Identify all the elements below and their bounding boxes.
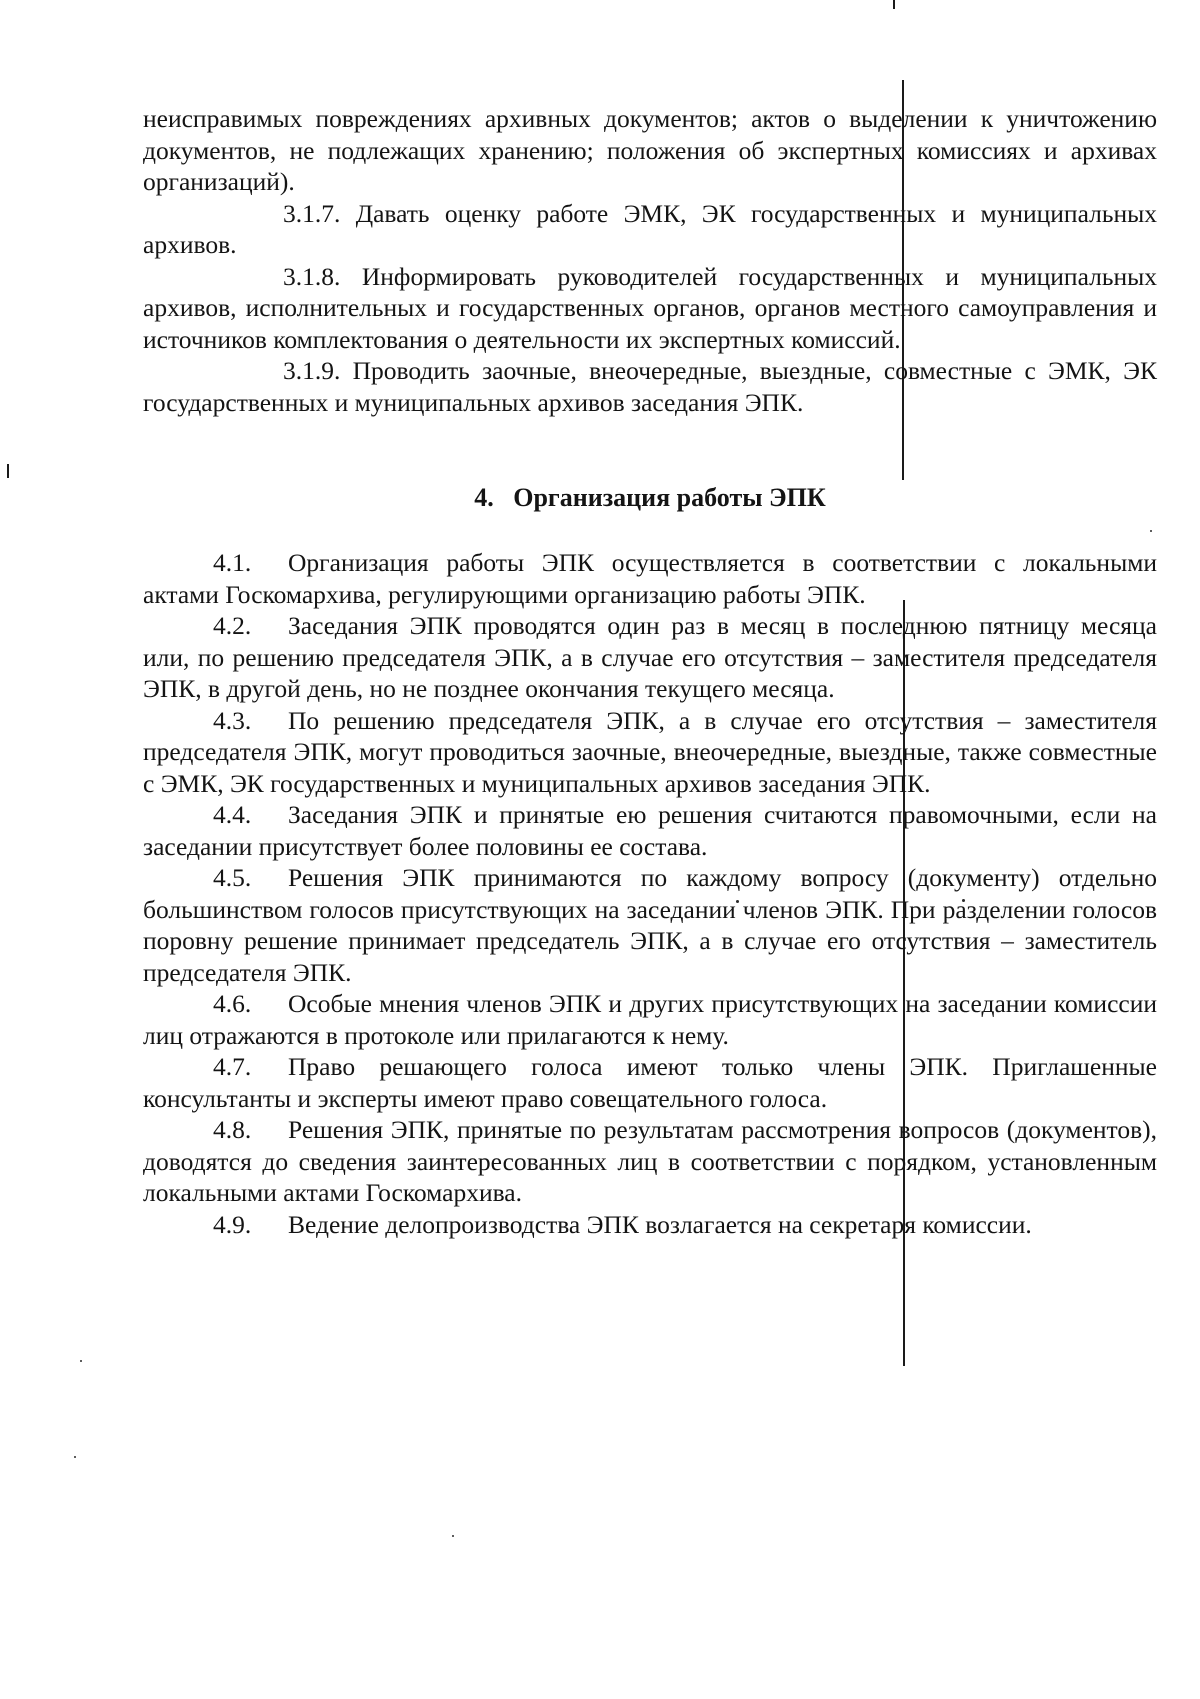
- item-text: Информировать руководителей государственных и муниципальных архивов, исполнительных и государственных органов, органов местного самоуправления и источников комплектования о деятельности их экспертных комиссий.: [143, 261, 1157, 354]
- continuation-paragraph: неисправимых повреждениях архивных документов; актов о выделении к уничтожению документов, не подлежащих хранению; положения об экспертных комиссиях и архивах организаций).: [143, 104, 1157, 196]
- item-4-4: [143, 799, 1157, 862]
- item-4-9: [143, 1209, 1157, 1241]
- item-number: 4.9.: [213, 1209, 252, 1239]
- item-number: 4.5.: [213, 863, 252, 892]
- item-number: 4.6.: [213, 989, 252, 1018]
- scan-speck: [74, 1456, 76, 1458]
- scan-mark-left: [7, 464, 9, 478]
- item-3-1-7: [143, 198, 1157, 261]
- scan-mark-top: [893, 0, 895, 9]
- item-text: Решения ЭПК принимаются по каждому вопросу (документу) отдельно большинством голосов присутствующих на заседании членов ЭПК. При разделении голосов поровну решение принимает председатель ЭПК, а в случае его отсутствия – заместитель председателя ЭПК.: [143, 863, 1157, 987]
- item-text: Право решающего голоса имеют только члены ЭПК. Приглашенные консультанты и эксперты имеют право совещательного голоса.: [143, 1052, 1157, 1113]
- item-text: Заседания ЭПК и принятые ею решения считаются правомочными, если на заседании присутствует более половины ее состава.: [143, 800, 1157, 861]
- item-number: 3.1.7.: [283, 198, 341, 228]
- item-4-5: [143, 862, 1157, 988]
- item-number: 4.3.: [213, 705, 252, 735]
- item-4-1: [143, 547, 1157, 610]
- item-number: 4.7.: [213, 1052, 252, 1081]
- item-text: По решению председателя ЭПК, а в случае его отсутствия – заместителя председателя ЭПК, могут проводиться заочные, внеочередные, выездные, также совместные с ЭМК, ЭК государственных и муниципальных архивов заседания ЭПК.: [143, 705, 1157, 798]
- item-number: 4.2.: [213, 611, 252, 640]
- item-4-7: [143, 1051, 1157, 1114]
- item-4-8: [143, 1114, 1157, 1209]
- item-text: Особые мнения членов ЭПК и других присутствующих на заседании комиссии лиц отражаются в протоколе или прилагаются к нему.: [143, 989, 1157, 1050]
- item-number: 4.1.: [213, 548, 252, 577]
- item-text: Ведение делопроизводства ЭПК возлагается на секретаря комиссии.: [288, 1209, 1032, 1239]
- scan-speck: [452, 1535, 454, 1537]
- item-text: Проводить заочные, внеочередные, выездные, совместные с ЭМК, ЭК государственных и муниципальных архивов заседания ЭПК.: [143, 356, 1157, 417]
- item-number: 3.1.9.: [283, 356, 341, 385]
- item-text: Решения ЭПК, принятые по результатам рассмотрения вопросов (документов), доводятся до сведения заинтересованных лиц в соответствии с порядком, установленным локальными актами Госкомархива.: [143, 1115, 1157, 1207]
- section-4-heading: 4. Организация работы ЭПК: [474, 483, 826, 512]
- item-number: 4.8.: [213, 1115, 252, 1144]
- item-3-1-8: [143, 261, 1157, 356]
- item-4-3: [143, 705, 1157, 800]
- item-text: Заседания ЭПК проводятся один раз в месяц в последнюю пятницу месяца или, по решению председателя ЭПК, а в случае его отсутствия – заместителя председателя ЭПК, в другой день, но не позднее окончания текущего месяца.: [143, 611, 1157, 703]
- item-text: Давать оценку работе ЭМК, ЭК государственных и муниципальных архивов.: [143, 198, 1157, 259]
- item-4-2: [143, 610, 1157, 705]
- item-text: Организация работы ЭПК осуществляется в соответствии с локальными актами Госкомархива, регулирующими организацию работы ЭПК.: [143, 548, 1157, 609]
- item-number: 4.4.: [213, 800, 252, 829]
- item-number: 3.1.8.: [283, 261, 341, 291]
- scan-speck: [80, 1360, 82, 1362]
- item-3-1-9: [143, 355, 1157, 418]
- document-body: [143, 103, 1157, 1240]
- item-4-6: [143, 988, 1157, 1051]
